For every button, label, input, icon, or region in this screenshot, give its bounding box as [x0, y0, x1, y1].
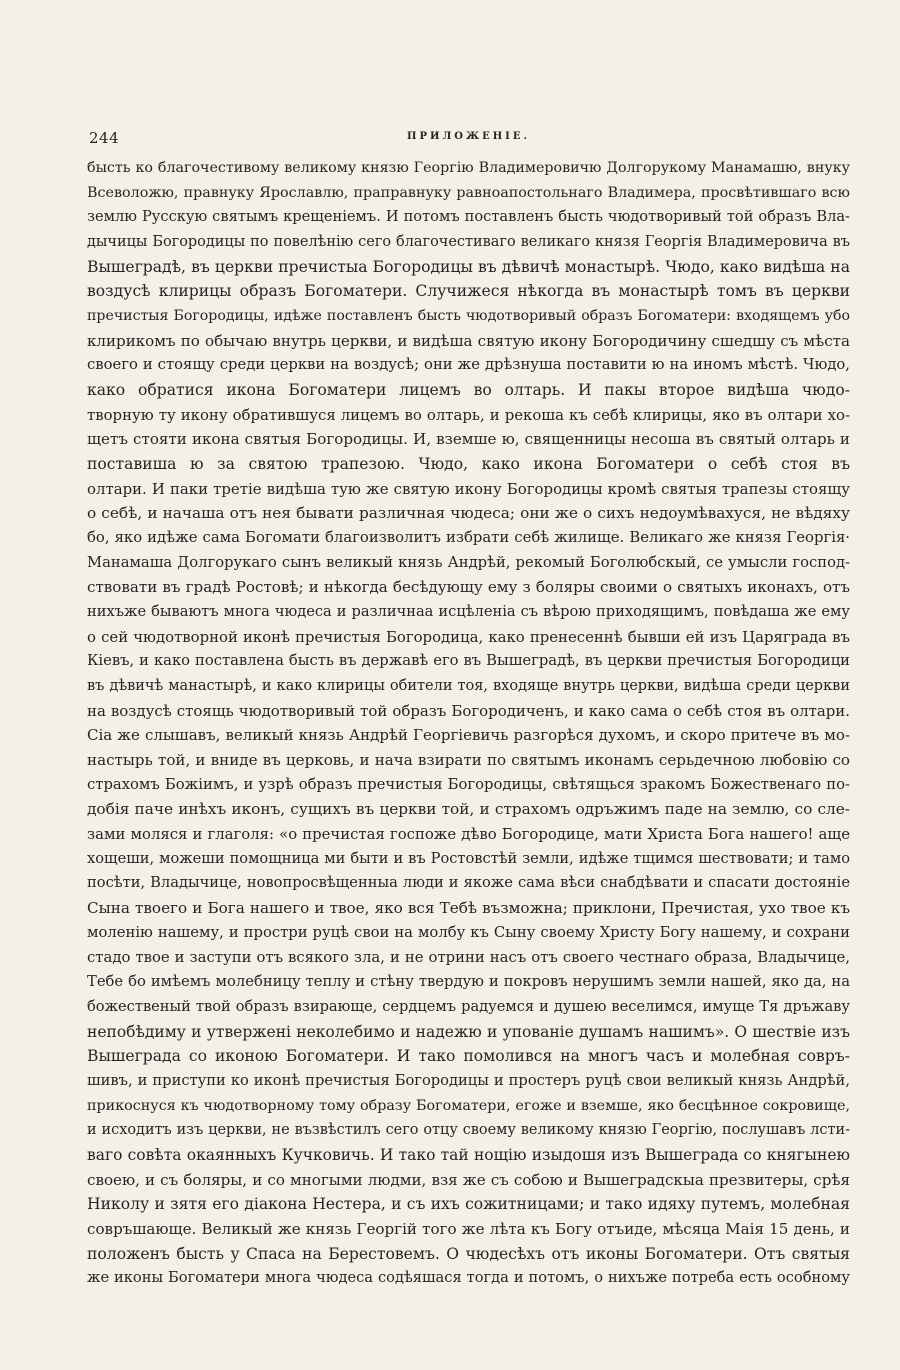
body-text	[87, 156, 850, 1291]
text-line: о себѣ, и начаша отъ нея бывати различная чюдеса; они же о сихъ недоумѣвахуся, не вѣдяху	[87, 504, 850, 523]
text-line: нихъже бываютъ многа чюдеса и различнаа исцѣленіа съ вѣрою приходящимъ, повѣдаша же ему	[87, 603, 850, 621]
text-line: своею, и съ боляры, и со многыми людми, взя же съ собою и Вышеградскыа презвитеры, срѣя	[87, 1170, 850, 1189]
text-line: ваго совѣта окаянныхъ Кучковичь. И тако тай нощію изыдошя изъ Вышеграда со княгынею	[87, 1145, 850, 1164]
text-line: бысть ко благочестивому великому князю Георгію Владимеровичю Долгорукому Манамашю, внуку	[87, 160, 850, 176]
text-line: Вышеграда со иконою Богоматери. И тако помолився на многъ часъ и молебная совръ-	[87, 1047, 850, 1066]
text-line: Сіа же слышавъ, великый князь Андрѣй Георгіевичь разгорѣся духомъ, и скоро притече въ мо-	[87, 726, 850, 745]
text-line: Кіевъ, и како поставлена бысть въ державѣ его въ Вышеградѣ, въ церкви пречистыя Богородици	[87, 652, 850, 670]
text-line: Вышеградѣ, въ церкви пречистыа Богородицы въ дѣвичѣ монастырѣ. Чюдо, како видѣша на	[87, 257, 850, 276]
text-line: ствовати въ градѣ Ростовѣ; и нѣкогда бесѣдующу ему з боляры своими о святыхъ иконахъ, отъ	[87, 578, 850, 597]
text-line: совръшающе. Великый же князь Георгій того же лѣта къ Богу отъиде, мѣсяца Маія 15 день, и	[87, 1219, 850, 1238]
text-line: въ дѣвичѣ манастырѣ, и како клирицы обители тоя, входяще внутрь церкви, видѣша среди церкви	[87, 678, 850, 695]
text-line: божественый твой образъ взирающе, сердцемъ радуемся и душею веселимся, имуще Тя дръжаву	[87, 997, 850, 1015]
text-line: творную ту икону обратившуся лицемъ во олтарь, и рекоша къ себѣ клирицы, яко въ олтари хо-	[87, 405, 850, 424]
text-line: како обратися икона Богоматери лицемъ во олтарь. И пакы второе видѣша чюдо-	[87, 381, 850, 400]
text-line: и исходитъ изъ церкви, не възвѣстилъ сего отцу своему великому князю Георгію, послушавъ лсти-	[87, 1122, 850, 1139]
text-line: на воздусѣ стоящь чюдотворивый той образъ Богородиченъ, и како сама о себѣ стоя въ олтари.	[87, 701, 850, 720]
page-header	[87, 129, 850, 149]
text-line: Манамаша Долгорукаго сынъ великый князь Андрѣй, рекомый Боголюбскый, се умысли господ-	[87, 553, 850, 571]
text-line: страхомъ Божіимъ, и узрѣ образъ пречистыя Богородицы, свѣтящься зракомъ Божественаго по-	[87, 775, 850, 793]
text-line: же иконы Богоматери многа чюдеса содѣяшася тогда и потомъ, о нихъже потреба есть особному	[87, 1269, 850, 1287]
text-line: Сына твоего и Бога нашего и твое, яко вся Тебѣ възможна; приклони, Пречистая, ухо твое къ	[87, 899, 850, 918]
text-line: клирикомъ по обычаю внутрь церкви, и видѣша святую икону Богородичину сшедшу съ мѣста	[87, 331, 850, 350]
text-line: поставиша ю за святою трапезою. Чюдо, како икона Богоматери о себѣ стоя въ	[87, 455, 850, 474]
running-title: ПРИЛОЖЕНІЕ.	[407, 131, 530, 142]
text-line: дычицы Богородицы по повелѣнію сего благочестиваго великаго князя Георгія Владимеровича въ	[87, 234, 850, 251]
text-line: шивъ, и приступи ко иконѣ пречистыя Богородицы и простеръ руцѣ свои великый князь Андрѣй,	[87, 1071, 850, 1089]
text-line: настырь той, и вниде въ церковь, и нача взирати по святымъ иконамъ серьдечною любовію со	[87, 751, 850, 770]
text-line: стадо твое и заступи отъ всякого зла, и не отрини насъ отъ своего честнаго образа, Владычице,	[87, 948, 850, 966]
text-line: хощеши, можеши помощница ми быти и въ Ростовстѣй земли, идѣже тщимся шествовати; и тамо	[87, 849, 850, 867]
text-line: Николу и зятя его діакона Нестера, и съ ихъ сожитницами; и тако идяху путемъ, молебная	[87, 1195, 850, 1214]
text-line: прикоснуся къ чюдотворному тому образу Богоматери, егоже и вземше, яко бесцѣнное сокровище,	[87, 1097, 850, 1114]
text-line: воздусѣ клирицы образъ Богоматери. Случижеся нѣкогда въ монастырѣ томъ въ церкви	[87, 282, 850, 301]
text-line: моленію нашему, и простри руцѣ свои на молбу къ Сыну своему Христу Богу нашему, и сохрани	[87, 923, 850, 941]
text-line: бо, яко идѣже сама Богомати благоизволитъ избрати себѣ жилище. Великаго же князя Георгія·	[87, 529, 850, 547]
text-line: зами моляся и глаголя: «о пречистая госпоже дѣво Богородице, мати Христа Бога нашего! аще	[87, 825, 850, 844]
text-line: положенъ бысть у Спаса на Берестовемъ. О чюдесѣхъ отъ иконы Богоматери. Отъ святыя	[87, 1244, 850, 1263]
text-line: непобѣдиму и утвержені неколебимо и надежю и упованіе душамъ нашимъ». О шествіе изъ	[87, 1022, 850, 1041]
text-line: Всеволожю, правнуку Ярославлю, праправнуку равноапостольнаго Владимера, просвѣтившаго всю	[87, 184, 850, 201]
text-line: посѣти, Владычице, новопросвѣщенныа люди и якоже сама вѣси снабдѣвати и спасати достояніе	[87, 874, 850, 892]
text-line: своего и стоящу среди церкви на воздусѣ; они же дрѣзнуша поставити ю на иномъ мѣстѣ. Чюдо,	[87, 356, 850, 374]
text-line: землю Русскую святымъ крещеніемъ. И потомъ поставленъ бысть чюдотворивый той образъ Вла-	[87, 208, 850, 226]
text-line: щетъ стояти икона святыя Богородицы. И, вземше ю, священницы несоша въ святый олтарь и	[87, 430, 850, 449]
text-line: олтари. И паки третіе видѣша тую же святую икону Богородицы кромѣ святыя трапезы стоящу	[87, 479, 850, 498]
text-line: пречистыя Богородицы, идѣже поставленъ бысть чюдотворивый образъ Богоматери: входящемъ убо	[87, 308, 850, 325]
text-line: Тебе бо имѣемъ молебницу теплу и стѣну твердую и покровъ нерушимъ земли нашей, яко да, на	[87, 973, 850, 991]
text-line: о сей чюдотворной иконѣ пречистыя Богородица, како пренесеннѣ бывши ей изъ Царяграда въ	[87, 627, 850, 646]
page-number: 244	[89, 129, 120, 147]
text-line: добія паче инѣхъ иконъ, сущихъ въ церкви той, и страхомъ одръжимъ паде на землю, со сле-	[87, 800, 850, 819]
